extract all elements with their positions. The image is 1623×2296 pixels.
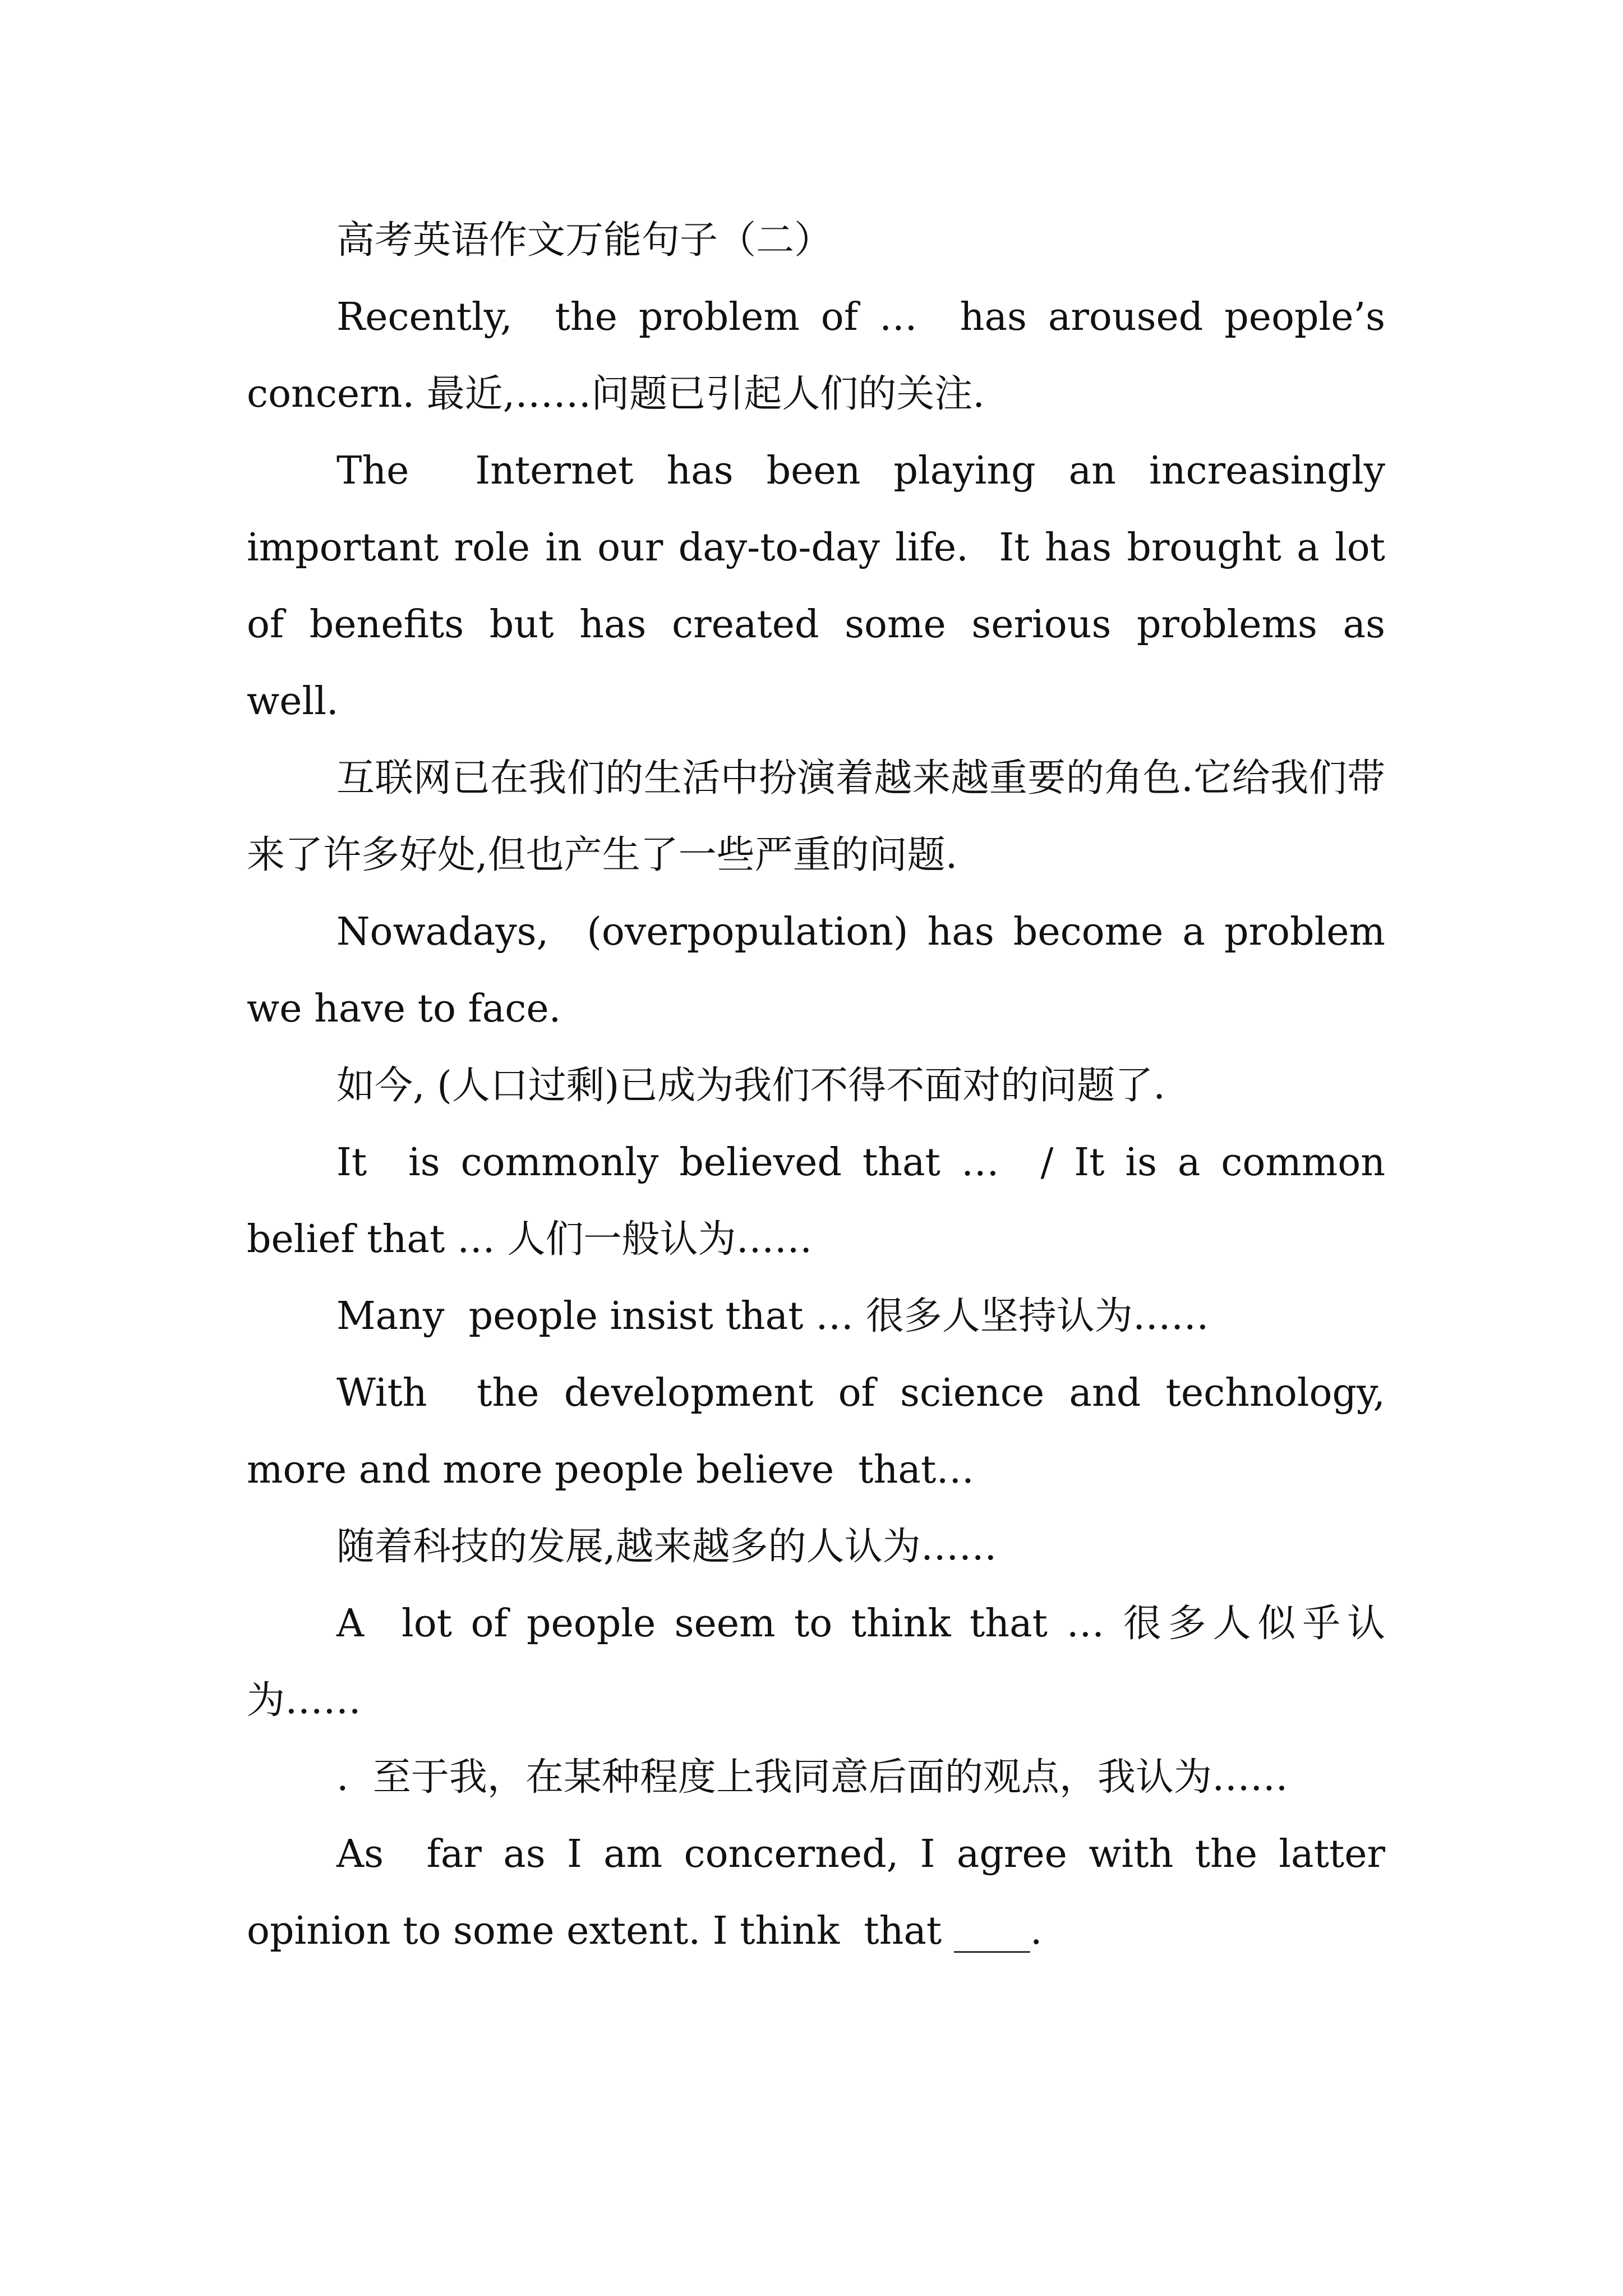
paragraph-9: 随着科技的发展,越来越多的人认为…… xyxy=(336,1525,997,1569)
document-title: 高考英语作文万能句子（二） xyxy=(336,218,833,263)
paragraph-12: As far as I am concerned, I agree with the latter opinion to some extent. I think that ____. xyxy=(247,1832,1398,1953)
paragraph-10: A lot of people seem to think that … 很多人似乎认为…… xyxy=(247,1602,1385,1723)
paragraph-6: It is commonly believed that … / It is a common belief that … 人们一般认为…… xyxy=(247,1140,1398,1262)
paragraph-5: 如今, (人口过剩)已成为我们不得不面对的问题了. xyxy=(336,1064,1165,1108)
paragraph-11: . 至于我，在某种程度上我同意后面的观点，我认为…… xyxy=(336,1755,1288,1800)
document-body xyxy=(247,202,1410,1970)
paragraph-2: The Internet has been playing an increasingly important role in our day-to-day life. It has brought a lot of benefits but has created some serious problems as well. xyxy=(247,449,1410,724)
paragraph-3: 互联网已在我们的生活中扮演着越来越重要的角色.它给我们带来了许多好处,但也产生了一些严重的问题. xyxy=(247,756,1385,877)
paragraph-7: Many people insist that … 很多人坚持认为…… xyxy=(336,1294,1209,1338)
paragraph-4: Nowadays, (overpopulation) has become a problem we have to face. xyxy=(247,910,1398,1031)
paragraph-1: Recently, the problem of … has aroused people’s concern. 最近,……问题已引起人们的关注. xyxy=(247,295,1398,416)
paragraph-8: With the development of science and technology, more and more people believe that… xyxy=(247,1371,1398,1492)
